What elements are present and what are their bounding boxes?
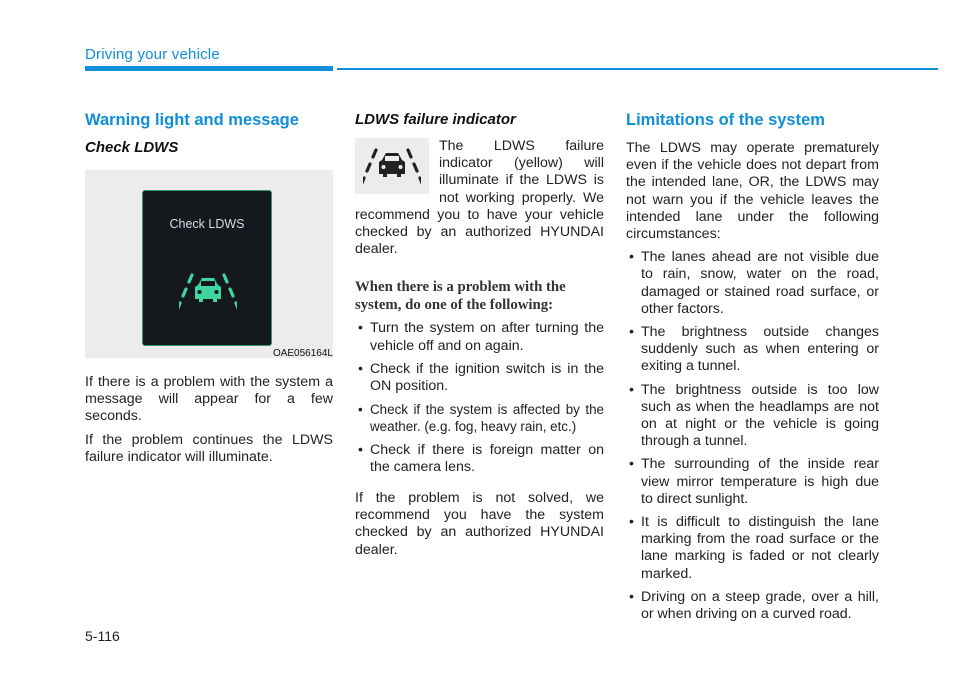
header-title: Driving your vehicle (85, 46, 220, 63)
column-ldws-failure (355, 110, 604, 565)
figure-check-ldws (85, 170, 333, 358)
header-rule-thick (85, 66, 333, 71)
section-title-limitations: Limitations of the system (626, 111, 825, 129)
limitations-intro: The LDWS may operate prematurely even if the vehicle does not depart from the intended lane, OR, the LDWS may not warn you if the vehicle leaves the intended lane under the following circumstances: (626, 140, 879, 243)
list-item: • Turn the system on after turning the vehicle off and on again. (355, 320, 604, 354)
list-item: • The surrounding of the inside rear view mirror temperature is high due to direct sunlight. (626, 456, 879, 508)
list-item: • Check if there is foreign matter on the camera lens. (355, 442, 604, 476)
failure-intro-text: The LDWS failure indicator (yellow) will illuminate if the LDWS is not working properly. We recommend you to have your vehicle checked by an authorized HYUNDAI dealer. (355, 138, 604, 258)
header-rule-thin (337, 68, 938, 70)
ldws-failure-indicator-svg (363, 146, 421, 186)
column-limitations (626, 110, 879, 629)
ldws-failure-indicator-icon (355, 138, 429, 194)
problem-heading: When there is a problem with the system, do one of the following: (355, 279, 566, 314)
column-warning-light (85, 110, 333, 472)
troubleshoot-list (355, 320, 604, 476)
paragraph: If the problem continues the LDWS failure indicator will illuminate. (85, 431, 333, 465)
failure-intro-block (355, 138, 604, 258)
section-title-warning-light: Warning light and message (85, 111, 299, 129)
col1-body (85, 374, 333, 466)
list-item: • Driving on a steep grade, over a hill, or when driving on a curved road. (626, 589, 879, 623)
list-item: • The brightness outside is too low such as when the headlamps are not on at night or the vehicle is going through a tunnel. (626, 382, 879, 451)
closing-paragraph: If the problem is not solved, we recommend you have the system checked by an authorized HYUNDAI dealer. (355, 490, 604, 558)
cluster-display (142, 190, 272, 346)
limitations-list (626, 249, 879, 623)
cluster-message-text: Check LDWS (169, 217, 245, 231)
list-item: • The brightness outside changes suddenly such as when entering or exiting a tunnel. (626, 324, 879, 376)
paragraph: If there is a problem with the system a message will appear for a few seconds. (85, 374, 333, 425)
list-item: • Check if the system is affected by the weather. (e.g. fog, heavy rain, etc.) (355, 401, 604, 435)
subsection-title-ldws-failure: LDWS failure indicator (355, 111, 516, 128)
list-item: • Check if the ignition switch is in the ON position. (355, 361, 604, 395)
lane-departure-car-icon (179, 271, 237, 311)
page-number: 5-116 (85, 628, 120, 644)
subsection-title-check-ldws: Check LDWS (85, 139, 179, 156)
list-item: • The lanes ahead are not visible due to rain, snow, water on the road, damaged or stained road surface, or other factors. (626, 249, 879, 318)
figure-code: OAE056164L (272, 348, 333, 359)
list-item: • It is difficult to distinguish the lane marking from the road surface or the lane marking is faded or not clearly marked. (626, 514, 879, 583)
